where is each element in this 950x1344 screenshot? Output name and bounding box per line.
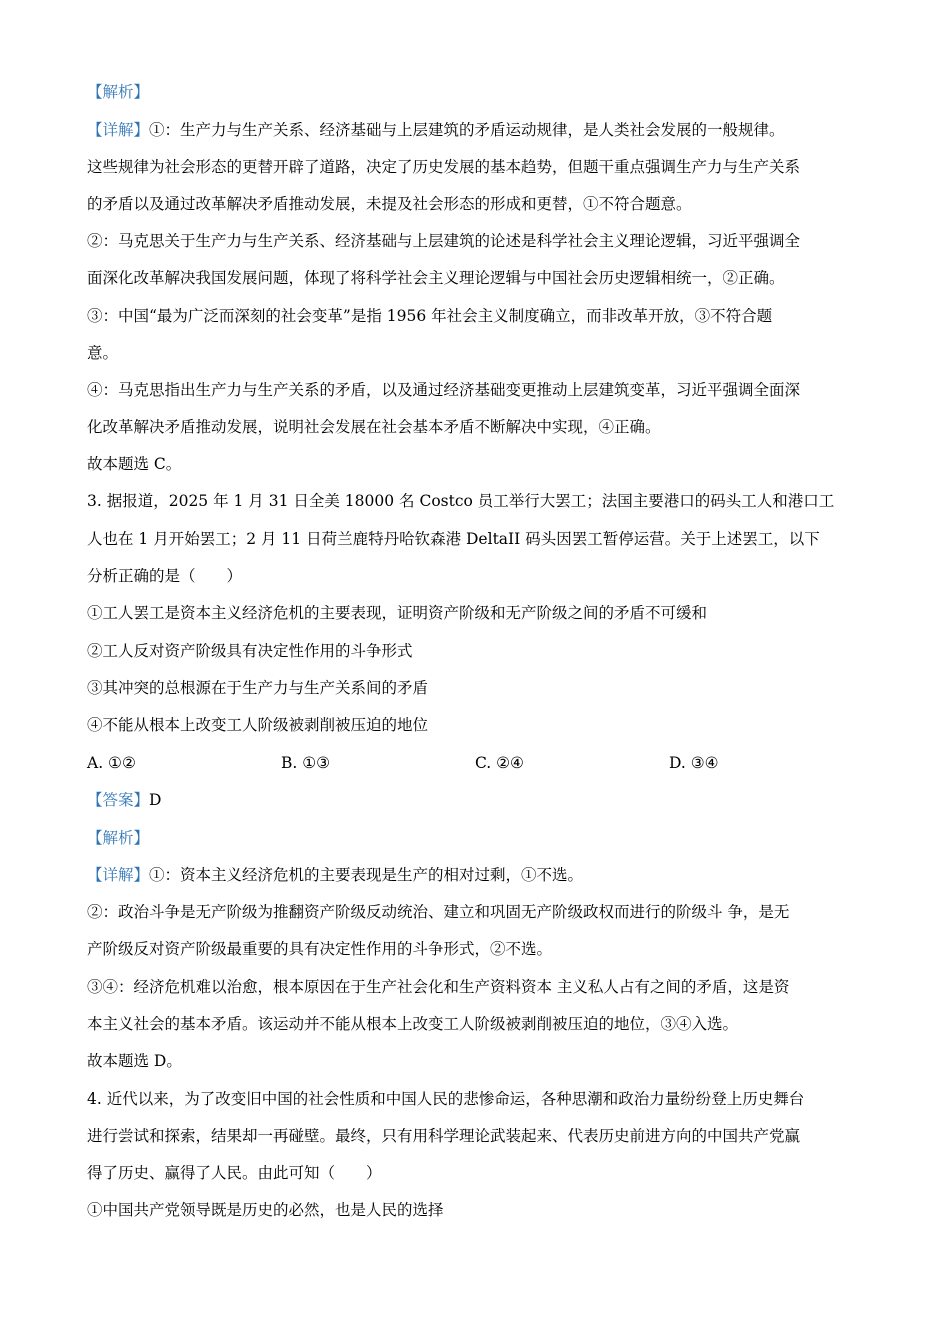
analysis-heading: 【解析】 <box>87 83 150 101</box>
conclusion-line: 故本题选 C。 <box>87 455 182 473</box>
option-d: D. ③④ <box>669 754 719 772</box>
detail-tag: 【详解】 <box>87 866 150 884</box>
question-stem-line: 分析正确的是（ ） <box>87 567 243 585</box>
statement-item: ①中国共产党领导既是历史的必然，也是人民的选择 <box>87 1201 444 1219</box>
statement-item: ④不能从根本上改变工人阶级被剥削被压迫的地位 <box>87 716 429 734</box>
detail-paragraph-line: 【详解】①：生产力与生产关系、经济基础与上层建筑的矛盾运动规律，是人类社会发展的一般规律。 <box>87 121 785 139</box>
option-b: B. ①③ <box>281 754 331 772</box>
analysis-heading: 【解析】 <box>87 829 150 847</box>
question-stem-line: 人也在 1 月开始罢工；2 月 11 日荷兰鹿特丹哈钦森港 DeltaII 码头因罢工暂停运营。关于上述罢工，以下 <box>87 530 820 548</box>
question-stem-line: 进行尝试和探索，结果却一再碰壁。最终，只有用科学理论武装起来、代表历史前进方向的中国共产党赢 <box>87 1127 801 1145</box>
detail-paragraph-line: ③④：经济危机难以治愈，根本原因在于生产社会化和生产资料资本 主义私人占有之间的矛盾，这是资 <box>87 978 790 996</box>
detail-paragraph-line: ②：政治斗争是无产阶级为推翻资产阶级反动统治、建立和巩固无产阶级政权而进行的阶级斗 争，是无 <box>87 903 790 921</box>
detail-paragraph-line: 意。 <box>87 344 119 362</box>
question-stem-line: 得了历史、赢得了人民。由此可知（ ） <box>87 1164 382 1182</box>
detail-paragraph-line: 产阶级反对资产阶级最重要的具有决定性作用的斗争形式，②不选。 <box>87 940 553 958</box>
detail-tag: 【详解】 <box>87 121 150 139</box>
statement-item: ②工人反对资产阶级具有决定性作用的斗争形式 <box>87 642 413 660</box>
answer-value: D <box>149 791 162 809</box>
detail-paragraph-line: 【详解】①：资本主义经济危机的主要表现是生产的相对过剩，①不选。 <box>87 866 584 884</box>
detail-paragraph-line: ②：马克思关于生产力与生产关系、经济基础与上层建筑的论述是科学社会主义理论逻辑，习近平强调全 <box>87 232 801 250</box>
option-a: A. ①② <box>87 754 136 772</box>
statement-item: ③其冲突的总根源在于生产力与生产关系间的矛盾 <box>87 679 429 697</box>
detail-paragraph-line: 面深化改革解决我国发展问题，体现了将科学社会主义理论逻辑与中国社会历史逻辑相统一，②正确。 <box>87 269 785 287</box>
statement-item: ①工人罢工是资本主义经济危机的主要表现，证明资产阶级和无产阶级之间的矛盾不可缓和 <box>87 604 708 622</box>
detail-paragraph-line: ④：马克思指出生产力与生产关系的矛盾，以及通过经济基础变更推动上层建筑变革，习近平强调全面深 <box>87 381 801 399</box>
detail-paragraph-line: 这些规律为社会形态的更替开辟了道路，决定了历史发展的基本趋势，但题干重点强调生产力与生产关系 <box>87 158 801 176</box>
question-stem-line: 4. 近代以来，为了改变旧中国的社会性质和中国人民的悲惨命运，各种思潮和政治力量纷纷登上历史舞台 <box>87 1090 805 1108</box>
detail-paragraph-line: 的矛盾以及通过改革解决矛盾推动发展，未提及社会形态的形成和更替，①不符合题意。 <box>87 195 692 213</box>
option-c: C. ②④ <box>475 754 524 772</box>
answer-line <box>87 789 910 811</box>
detail-paragraph-line: 化改革解决矛盾推动发展，说明社会发展在社会基本矛盾不断解决中实现，④正确。 <box>87 418 661 436</box>
conclusion-line: 故本题选 D。 <box>87 1052 182 1070</box>
answer-tag: 【答案】 <box>87 791 150 809</box>
detail-paragraph-line: ③：中国“最为广泛而深刻的社会变革”是指 1956 年社会主义制度确立，而非改革开放，③不符合题 <box>87 307 773 325</box>
detail-paragraph-line: 本主义社会的基本矛盾。该运动并不能从根本上改变工人阶级被剥削被压迫的地位，③④入选。 <box>87 1015 739 1033</box>
question-stem-line: 3. 据报道，2025 年 1 月 31 日全美 18000 名 Costco 员工举行大罢工；法国主要港口的码头工人和港口工 <box>87 492 835 510</box>
